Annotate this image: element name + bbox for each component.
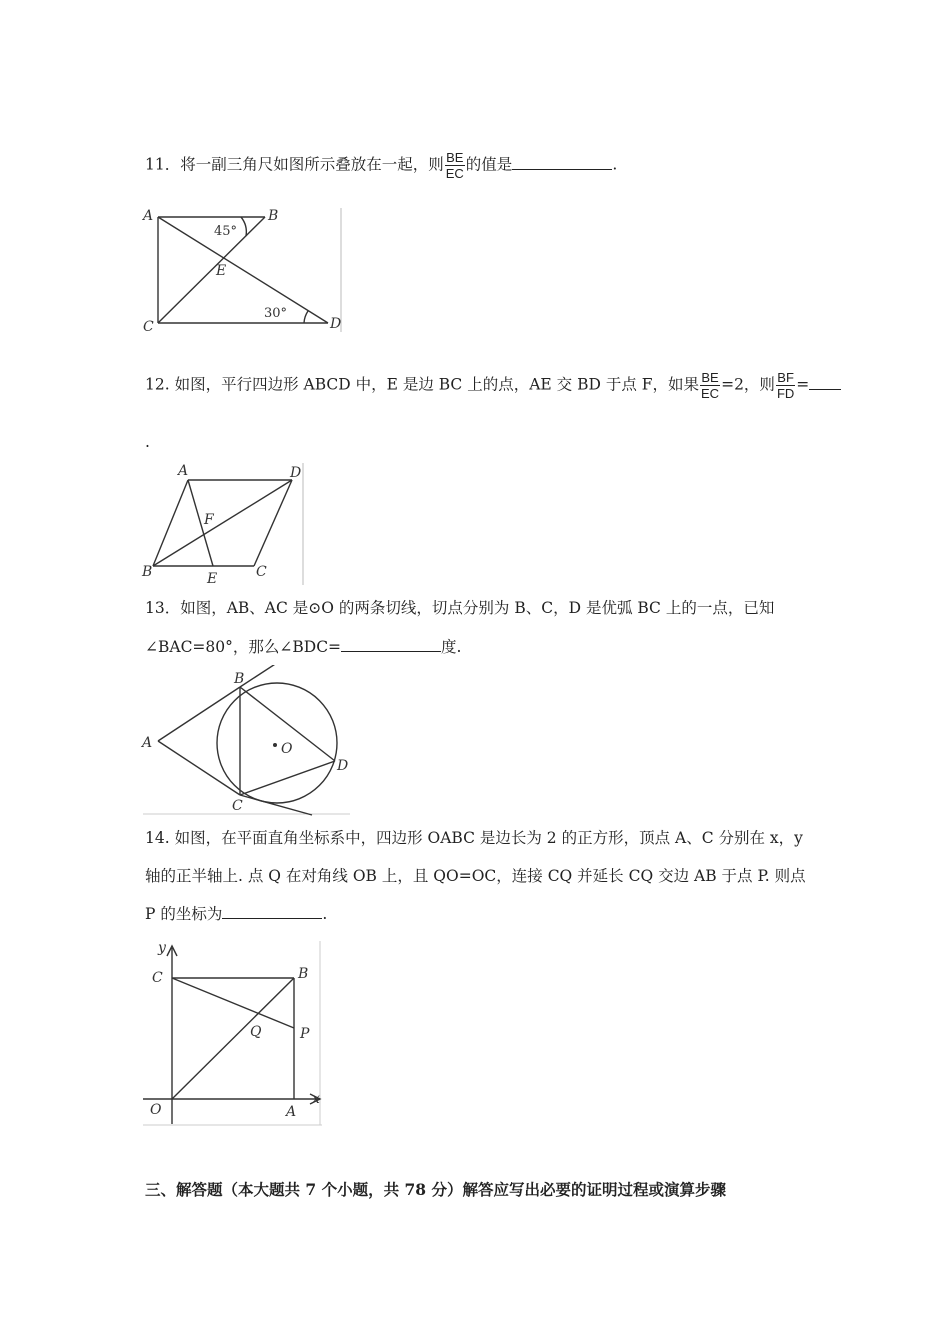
q12-label-E: E	[207, 571, 218, 587]
q12-figure	[140, 460, 310, 588]
q14-label-O: O	[150, 1102, 162, 1118]
q14-figure	[140, 938, 335, 1128]
q12-label-A: A	[178, 463, 189, 479]
q14-answer-blank[interactable]	[222, 904, 322, 919]
section3-heading: 三、解答题（本大题共 7 个小题，共 78 分）解答应写出必要的证明过程或演算步骤	[145, 1180, 726, 1199]
q11-angle-45: 45°	[214, 224, 238, 239]
q11-suffix: 的值是	[465, 155, 513, 174]
q13-label-O: O	[281, 741, 293, 757]
q11-prefix: 11．将一副三角尺如图所示叠放在一起，则	[145, 155, 444, 174]
q11-label-D: D	[330, 316, 342, 332]
q12-fraction-bf-fd: $\frac{BF}{FD}$	[776, 370, 795, 401]
q13-label-B: B	[234, 671, 245, 687]
q14-label-y: y	[158, 940, 166, 956]
q13-label-D: D	[337, 758, 349, 774]
q13-answer-blank[interactable]	[341, 637, 441, 652]
q13-line1: 13．如图，AB、AC 是⊙O 的两条切线，切点分别为 B、C，D 是优弧 BC 上的一点，已知	[145, 599, 775, 617]
q11-label-A: A	[143, 208, 154, 224]
q12-label-B: B	[142, 564, 153, 580]
q11-label-B: B	[268, 208, 279, 224]
q11-figure	[140, 205, 350, 335]
q13-line2: ∠BAC=80°，那么∠BDC= 度.	[145, 638, 462, 656]
q14-line3: P 的坐标为 .	[145, 905, 328, 923]
q14-label-x: x	[312, 1091, 320, 1107]
q13-figure	[140, 665, 352, 817]
q12-fraction-be-ec: $\frac{BE}{EC}$	[701, 370, 720, 401]
q14-label-A: A	[286, 1104, 297, 1120]
q14-label-Q: Q	[250, 1024, 262, 1040]
q12-end-period: .	[145, 433, 150, 451]
q14-label-P: P	[300, 1026, 310, 1042]
q12-text: 12. 如图，平行四边形 ABCD 中，E 是边 BC 上的点，AE 交 BD 于点 F，如果 $\frac{BE}{EC}$ =2，则 $\frac{BF}{FD}$ =	[145, 370, 841, 401]
q14-label-B: B	[298, 966, 309, 982]
q11-answer-blank[interactable]	[512, 155, 612, 170]
q11-text: 11．将一副三角尺如图所示叠放在一起，则 $\frac{BE}{EC}$ 的值是 .	[145, 150, 618, 181]
q11-fraction: $\frac{BE}{EC}$	[445, 150, 464, 181]
q11-angle-30: 30°	[264, 306, 288, 321]
q13-label-A: A	[142, 735, 153, 751]
q11-label-E: E	[216, 263, 227, 279]
q12-prefix: 12. 如图，平行四边形 ABCD 中，E 是边 BC 上的点，AE 交 BD 于点 F，如果	[145, 375, 700, 394]
q14-line2: 轴的正半轴上. 点 Q 在对角线 OB 上，且 QO=OC，连接 CQ 并延长 CQ 交边 AB 于点 P. 则点	[145, 867, 806, 885]
q12-label-C: C	[256, 564, 267, 580]
q12-label-F: F	[204, 512, 214, 528]
q12-label-D: D	[290, 465, 302, 481]
q13-label-C: C	[232, 798, 243, 814]
q14-label-C: C	[152, 970, 163, 986]
q14-line1: 14. 如图，在平面直角坐标系中，四边形 OABC 是边长为 2 的正方形，顶点 A、C 分别在 x，y	[145, 829, 803, 847]
q12-answer-blank[interactable]	[809, 375, 841, 390]
q11-label-C: C	[143, 319, 154, 335]
